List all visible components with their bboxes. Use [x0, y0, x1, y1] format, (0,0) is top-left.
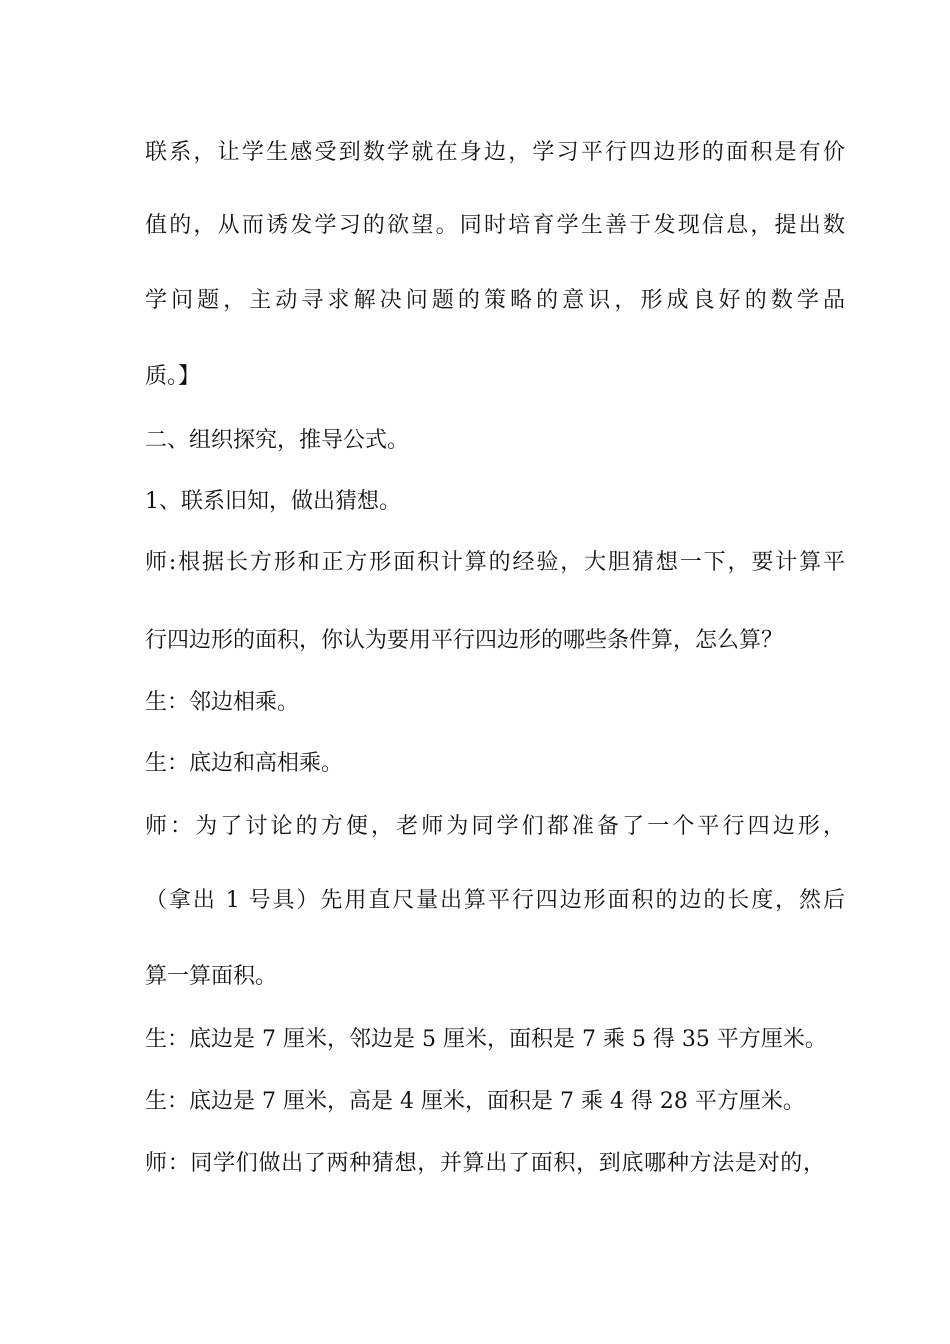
- text-line-12: （拿出 1 号具）先用直尺量出算平行四边形面积的边的长度，然后: [145, 888, 845, 913]
- text-line-2: 值的，从而诱发学习的欲望。同时培育学生善于发现信息，提出数: [145, 213, 845, 238]
- text-line-11: 师：为了讨论的方便，老师为同学们都准备了一个平行四边形，: [145, 814, 845, 839]
- text-line-15: 生：底边是 7 厘米，高是 4 厘米，面积是 7 乘 4 得 28 平方厘米。: [145, 1089, 805, 1114]
- text-line-8: 行四边形的面积，你认为要用平行四边形的哪些条件算，怎么算？: [145, 628, 784, 653]
- text-line-16: 师：同学们做出了两种猜想，并算出了面积，到底哪种方法是对的，: [145, 1151, 825, 1176]
- text-line-4: 质。】: [145, 364, 201, 389]
- subsection-heading: 1、联系旧知，做出猜想。: [145, 489, 401, 514]
- text-line-13: 算一算面积。: [145, 964, 278, 989]
- text-line-1: 联系，让学生感受到数学就在身边，学习平行四边形的面积是有价: [145, 140, 845, 165]
- text-line-3: 学问题，主动寻求解决问题的策略的意识，形成良好的数学品: [145, 288, 845, 313]
- text-line-10: 生：底边和高相乘。: [145, 751, 344, 776]
- text-line-7: 师:根据长方形和正方形面积计算的经验，大胆猜想一下，要计算平: [145, 550, 845, 575]
- section-heading: 二、组织探究，推导公式。: [145, 428, 410, 453]
- text-line-9: 生：邻边相乘。: [145, 690, 300, 715]
- text-line-14: 生：底边是 7 厘米，邻边是 5 厘米，面积是 7 乘 5 得 35 平方厘米。: [145, 1027, 827, 1052]
